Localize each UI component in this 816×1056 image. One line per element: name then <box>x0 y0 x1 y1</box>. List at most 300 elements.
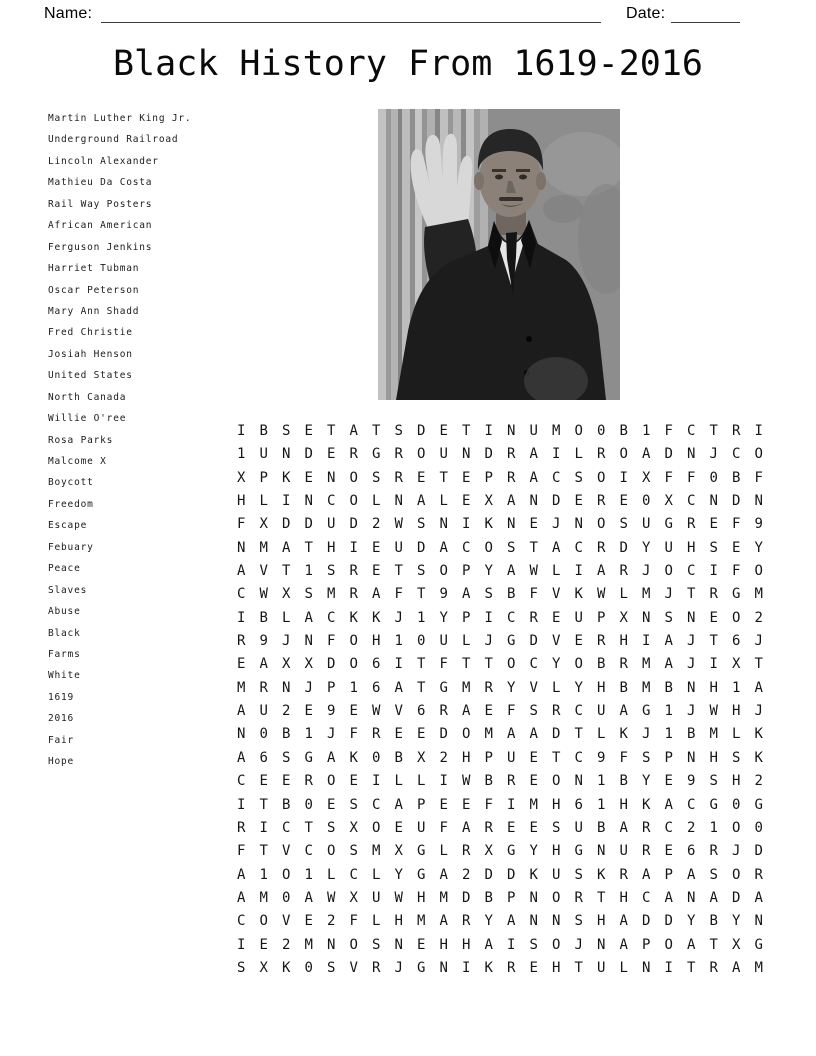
grid-letter: E <box>304 913 313 930</box>
grid-letter: R <box>507 773 516 790</box>
grid-letter: J <box>282 633 291 650</box>
grid-letter: A <box>507 563 516 580</box>
grid-letter: 0 <box>282 889 291 906</box>
grid-letter: D <box>484 446 493 463</box>
grid-letter: W <box>394 889 403 906</box>
grid-letter: 0 <box>754 819 763 836</box>
grid-letter: R <box>349 446 358 463</box>
grid-letter: S <box>732 749 741 766</box>
grid-letter: M <box>642 586 651 603</box>
grid-letter: D <box>484 866 493 883</box>
grid-letter: Y <box>754 539 763 556</box>
grid-letter: 0 <box>259 726 268 743</box>
grid-letter: C <box>574 539 583 556</box>
grid-letter: I <box>349 539 358 556</box>
grid-letter: 1 <box>709 819 718 836</box>
grid-letter: P <box>664 749 673 766</box>
grid-letter: N <box>327 936 336 953</box>
word-list-item: Martin Luther King Jr. <box>48 113 192 124</box>
grid-letter: 0 <box>709 469 718 486</box>
grid-letter: F <box>237 843 246 860</box>
grid-letter: G <box>372 446 381 463</box>
grid-letter: X <box>349 889 358 906</box>
grid-letter: T <box>709 633 718 650</box>
grid-letter: E <box>327 446 336 463</box>
grid-letter: J <box>664 586 673 603</box>
grid-letter: H <box>597 679 606 696</box>
grid-row <box>230 513 770 536</box>
grid-letter: A <box>709 889 718 906</box>
grid-letter: K <box>574 586 583 603</box>
grid-letter: E <box>259 773 268 790</box>
grid-letter: 6 <box>417 703 426 720</box>
grid-letter: M <box>484 726 493 743</box>
grid-letter: A <box>619 703 628 720</box>
grid-letter: E <box>327 796 336 813</box>
word-list-item: Hope <box>48 756 75 768</box>
grid-letter: M <box>642 679 651 696</box>
grid-letter: C <box>462 539 471 556</box>
grid-letter: R <box>484 679 493 696</box>
grid-letter: R <box>462 843 471 860</box>
grid-letter: U <box>507 749 516 766</box>
grid-letter: A <box>394 796 403 813</box>
grid-letter: I <box>552 446 561 463</box>
grid-letter: O <box>754 563 763 580</box>
word-list-item: Josiah Henson <box>48 348 133 360</box>
grid-letter: C <box>237 913 246 930</box>
grid-letter: G <box>507 843 516 860</box>
grid-letter: 2 <box>439 749 448 766</box>
grid-letter: E <box>462 469 471 486</box>
grid-letter: X <box>304 656 313 673</box>
grid-letter: J <box>687 633 696 650</box>
grid-letter: B <box>507 586 516 603</box>
grid-letter: R <box>642 843 651 860</box>
grid-letter: J <box>642 563 651 580</box>
grid-letter: A <box>439 866 448 883</box>
grid-letter: O <box>507 656 516 673</box>
grid-letter: E <box>507 819 516 836</box>
grid-letter: K <box>754 726 763 743</box>
grid-letter: K <box>349 749 358 766</box>
grid-letter: N <box>304 493 313 510</box>
grid-letter: H <box>597 913 606 930</box>
grid-letter: A <box>507 913 516 930</box>
grid-letter: H <box>439 936 448 953</box>
grid-letter: S <box>484 586 493 603</box>
grid-letter: 0 <box>417 633 426 650</box>
grid-letter: X <box>642 469 651 486</box>
grid-letter: C <box>687 423 696 439</box>
grid-letter: P <box>259 469 268 486</box>
grid-letter: X <box>619 609 628 626</box>
grid-row <box>230 957 770 980</box>
grid-letter: X <box>732 656 741 673</box>
grid-letter: E <box>372 563 381 580</box>
grid-letter: A <box>664 889 673 906</box>
grid-letter: K <box>484 959 493 976</box>
grid-letter: J <box>552 516 561 533</box>
grid-letter: N <box>529 889 538 906</box>
grid-letter: M <box>304 936 313 953</box>
word-list-item: Oscar Peterson <box>48 284 140 296</box>
grid-letter: G <box>507 633 516 650</box>
grid-letter: D <box>417 539 426 556</box>
grid-letter: E <box>664 843 673 860</box>
grid-letter: B <box>687 726 696 743</box>
word-list-item: Willie O'ree <box>48 413 127 425</box>
grid-letter: S <box>372 469 381 486</box>
grid-letter: K <box>282 959 291 976</box>
grid-letter: R <box>642 819 651 836</box>
grid-letter: W <box>394 516 403 533</box>
grid-letter: L <box>372 913 381 930</box>
grid-letter: C <box>372 796 381 813</box>
grid-letter: O <box>574 656 583 673</box>
mlk-photo-illustration <box>378 109 620 400</box>
grid-letter: F <box>529 586 538 603</box>
grid-letter: O <box>732 609 741 626</box>
grid-letter: C <box>529 656 538 673</box>
grid-letter: M <box>529 796 538 813</box>
grid-letter: I <box>237 423 246 439</box>
grid-letter: V <box>282 913 291 930</box>
grid-letter: 9 <box>687 773 696 790</box>
grid-letter: N <box>529 913 538 930</box>
grid-letter: N <box>507 516 516 533</box>
grid-letter: R <box>597 446 606 463</box>
grid-letter: H <box>709 679 718 696</box>
grid-letter: M <box>259 889 268 906</box>
grid-letter: N <box>642 609 651 626</box>
grid-letter: N <box>597 936 606 953</box>
grid-letter: T <box>259 796 268 813</box>
grid-letter: P <box>484 749 493 766</box>
grid-letter: A <box>439 913 448 930</box>
grid-letter: N <box>687 609 696 626</box>
grid-letter: P <box>327 679 336 696</box>
grid-letter: O <box>484 539 493 556</box>
grid-letter: D <box>282 516 291 533</box>
grid-letter: N <box>282 679 291 696</box>
grid-letter: K <box>619 726 628 743</box>
grid-letter: A <box>664 633 673 650</box>
grid-letter: 1 <box>597 773 606 790</box>
grid-letter: R <box>304 773 313 790</box>
grid-letter: V <box>529 679 538 696</box>
grid-letter: K <box>372 609 381 626</box>
grid-letter: 1 <box>259 866 268 883</box>
grid-letter: J <box>732 843 741 860</box>
grid-letter: N <box>394 936 403 953</box>
mlk-portrait-photo <box>378 109 620 400</box>
grid-letter: X <box>259 959 268 976</box>
grid-letter: H <box>237 493 246 510</box>
grid-letter: N <box>687 679 696 696</box>
grid-letter: W <box>372 703 381 720</box>
grid-letter: T <box>529 539 538 556</box>
grid-letter: U <box>259 703 268 720</box>
grid-letter: L <box>462 633 471 650</box>
grid-letter: I <box>642 633 651 650</box>
grid-letter: I <box>709 563 718 580</box>
grid-letter: O <box>754 446 763 463</box>
grid-letter: A <box>507 726 516 743</box>
grid-letter: B <box>664 679 673 696</box>
grid-letter: A <box>327 749 336 766</box>
word-list-item: United States <box>48 370 133 382</box>
grid-letter: 0 <box>642 493 651 510</box>
grid-letter: H <box>552 959 561 976</box>
grid-letter: E <box>349 703 358 720</box>
grid-letter: T <box>304 539 313 556</box>
grid-letter: E <box>529 516 538 533</box>
grid-letter: R <box>372 959 381 976</box>
grid-letter: U <box>529 423 538 439</box>
grid-letter: 0 <box>732 796 741 813</box>
word-list-item: Fair <box>48 734 75 746</box>
word-search-grid <box>230 420 770 980</box>
grid-letter: S <box>529 703 538 720</box>
grid-letter: T <box>394 563 403 580</box>
grid-letter: G <box>574 843 583 860</box>
name-blank-line <box>101 4 601 23</box>
grid-letter: B <box>619 423 628 439</box>
grid-letter: A <box>687 866 696 883</box>
grid-letter: F <box>754 469 763 486</box>
grid-letter: E <box>552 609 561 626</box>
grid-letter: B <box>259 609 268 626</box>
grid-letter: U <box>619 843 628 860</box>
grid-letter: 2 <box>282 703 291 720</box>
grid-letter: R <box>462 913 471 930</box>
grid-letter: N <box>552 913 561 930</box>
grid-letter: N <box>507 423 516 439</box>
grid-letter: N <box>754 913 763 930</box>
grid-letter: J <box>574 936 583 953</box>
grid-letter: C <box>642 889 651 906</box>
grid-letter: Y <box>484 913 493 930</box>
grid-letter: N <box>574 773 583 790</box>
grid-letter: A <box>619 913 628 930</box>
grid-letter: N <box>597 843 606 860</box>
word-list-item: North Canada <box>48 391 127 403</box>
grid-letter: O <box>619 446 628 463</box>
grid-letter: A <box>282 539 291 556</box>
word-list-item: 1619 <box>48 691 75 703</box>
grid-row <box>230 607 770 630</box>
grid-letter: T <box>462 423 471 439</box>
grid-letter: R <box>732 423 741 439</box>
grid-letter: N <box>439 959 448 976</box>
grid-letter: T <box>574 959 583 976</box>
grid-letter: T <box>372 423 381 439</box>
grid-letter: O <box>349 493 358 510</box>
grid-letter: A <box>529 469 538 486</box>
grid-letter: N <box>282 446 291 463</box>
grid-letter: D <box>349 516 358 533</box>
grid-letter: J <box>484 633 493 650</box>
grid-letter: A <box>597 563 606 580</box>
grid-letter: P <box>484 469 493 486</box>
grid-letter: L <box>282 609 291 626</box>
grid-letter: P <box>417 796 426 813</box>
grid-letter: I <box>754 423 763 439</box>
grid-letter: J <box>754 633 763 650</box>
grid-letter: J <box>754 703 763 720</box>
grid-letter: R <box>619 563 628 580</box>
grid-letter: A <box>732 959 741 976</box>
grid-letter: J <box>642 726 651 743</box>
grid-letter: O <box>732 819 741 836</box>
grid-letter: S <box>304 586 313 603</box>
grid-letter: R <box>349 586 358 603</box>
grid-letter: R <box>709 959 718 976</box>
grid-letter: F <box>664 469 673 486</box>
word-list-item: Underground Railroad <box>48 134 179 146</box>
grid-letter: I <box>372 773 381 790</box>
grid-letter: J <box>687 703 696 720</box>
grid-letter: O <box>732 866 741 883</box>
grid-letter: H <box>687 539 696 556</box>
grid-letter: O <box>439 563 448 580</box>
grid-letter: 6 <box>732 633 741 650</box>
grid-letter: A <box>237 703 246 720</box>
grid-letter: D <box>327 656 336 673</box>
grid-row <box>230 864 770 887</box>
grid-letter: O <box>552 773 561 790</box>
grid-letter: L <box>439 843 448 860</box>
grid-letter: K <box>529 866 538 883</box>
grid-letter: S <box>552 819 561 836</box>
grid-letter: T <box>709 423 718 439</box>
grid-letter: F <box>687 469 696 486</box>
grid-letter: S <box>327 819 336 836</box>
grid-letter: U <box>394 539 403 556</box>
grid-letter: O <box>417 446 426 463</box>
page-title: Black History From 1619-2016 <box>112 44 703 84</box>
grid-letter: C <box>304 843 313 860</box>
grid-letter: X <box>349 819 358 836</box>
grid-letter: S <box>619 516 628 533</box>
grid-letter: R <box>237 819 246 836</box>
grid-letter: F <box>484 796 493 813</box>
grid-letter: D <box>552 493 561 510</box>
grid-letter: R <box>394 469 403 486</box>
grid-letter: I <box>462 516 471 533</box>
grid-letter: N <box>709 493 718 510</box>
grid-letter: A <box>687 936 696 953</box>
grid-letter: D <box>507 866 516 883</box>
grid-letter: E <box>529 773 538 790</box>
grid-letter: E <box>394 726 403 743</box>
grid-letter: X <box>417 749 426 766</box>
grid-letter: A <box>304 609 313 626</box>
grid-letter: G <box>664 516 673 533</box>
grid-letter: C <box>237 773 246 790</box>
grid-letter: R <box>484 819 493 836</box>
grid-letter: M <box>462 679 471 696</box>
grid-letter: A <box>304 889 313 906</box>
grid-letter: O <box>664 936 673 953</box>
grid-letter: B <box>732 469 741 486</box>
grid-letter: S <box>327 563 336 580</box>
grid-letter: S <box>417 563 426 580</box>
grid-letter: T <box>417 656 426 673</box>
grid-letter: 1 <box>394 633 403 650</box>
grid-letter: O <box>462 726 471 743</box>
grid-letter: F <box>237 516 246 533</box>
grid-letter: M <box>327 586 336 603</box>
grid-letter: W <box>327 889 336 906</box>
grid-letter: I <box>619 469 628 486</box>
grid-row <box>230 467 770 490</box>
grid-letter: H <box>552 843 561 860</box>
word-list-item: Rail Way Posters <box>48 198 153 210</box>
grid-letter: B <box>619 679 628 696</box>
grid-letter: 6 <box>574 796 583 813</box>
grid-letter: M <box>754 586 763 603</box>
grid-letter: 6 <box>259 749 268 766</box>
grid-letter: X <box>282 586 291 603</box>
grid-letter: K <box>282 469 291 486</box>
grid-letter: 6 <box>372 656 381 673</box>
grid-letter: W <box>462 773 471 790</box>
grid-letter: R <box>372 726 381 743</box>
grid-letter: I <box>574 563 583 580</box>
word-list-item: Rosa Parks <box>48 434 114 446</box>
grid-letter: A <box>552 539 561 556</box>
grid-letter: 1 <box>304 563 313 580</box>
header-row <box>0 2 816 28</box>
grid-letter: F <box>732 516 741 533</box>
grid-letter: L <box>327 866 336 883</box>
grid-letter: N <box>327 469 336 486</box>
grid-letter: S <box>417 516 426 533</box>
grid-letter: I <box>259 819 268 836</box>
grid-letter: T <box>439 469 448 486</box>
grid-letter: E <box>529 959 538 976</box>
grid-letter: U <box>439 446 448 463</box>
grid-letter: L <box>394 773 403 790</box>
grid-letter: S <box>529 936 538 953</box>
grid-letter: I <box>484 423 493 439</box>
word-list-item: Abuse <box>48 606 81 618</box>
grid-letter: E <box>709 516 718 533</box>
grid-letter: B <box>282 796 291 813</box>
grid-letter: U <box>574 819 583 836</box>
grid-letter: X <box>732 936 741 953</box>
grid-letter: N <box>574 516 583 533</box>
date-label: Date: <box>626 5 666 22</box>
grid-letter: E <box>417 469 426 486</box>
grid-letter: G <box>754 796 763 813</box>
grid-letter: Y <box>642 773 651 790</box>
grid-letter: A <box>619 819 628 836</box>
grid-letter: N <box>754 493 763 510</box>
grid-letter: 0 <box>372 749 381 766</box>
grid-letter: B <box>394 749 403 766</box>
grid-letter: L <box>574 446 583 463</box>
grid-letter: 0 <box>304 959 313 976</box>
grid-letter: U <box>327 516 336 533</box>
grid-letter: A <box>754 889 763 906</box>
grid-letter: T <box>597 889 606 906</box>
grid-letter: S <box>394 423 403 439</box>
word-list-item: Mary Ann Shadd <box>48 305 140 317</box>
grid-letter: T <box>417 679 426 696</box>
